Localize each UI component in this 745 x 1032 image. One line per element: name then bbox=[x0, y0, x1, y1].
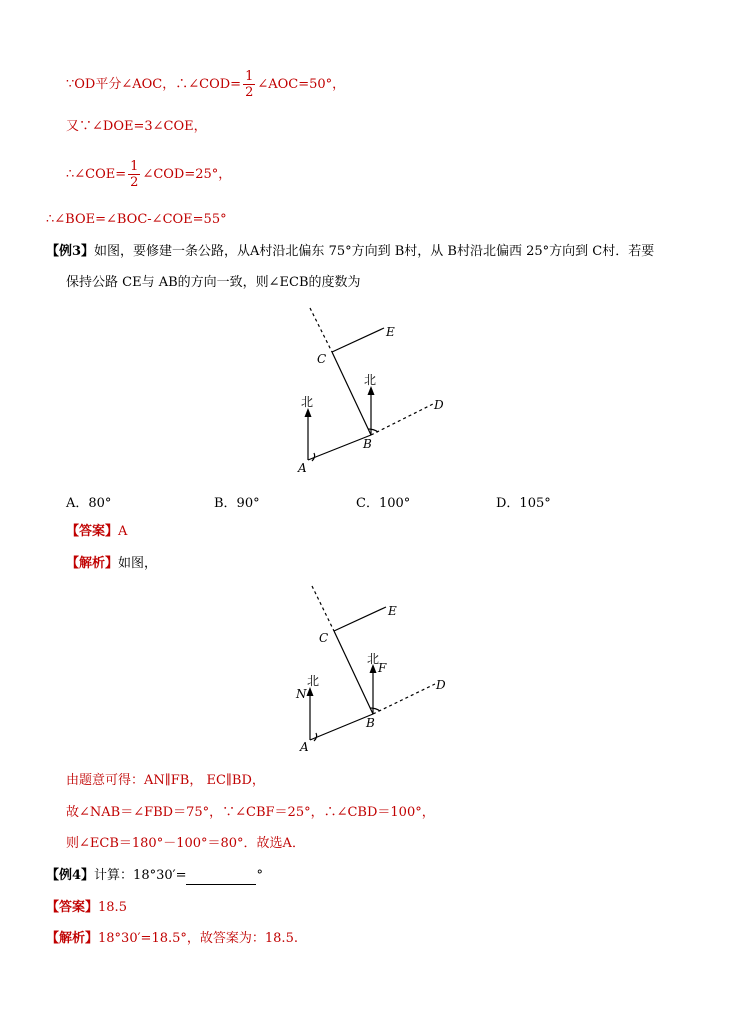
fraction-numerator: 1 bbox=[245, 69, 254, 84]
example-4-tag: 【例4】 bbox=[46, 868, 95, 883]
solution-step-1: 由题意可得：AN∥FB， EC∥BD， bbox=[66, 773, 265, 788]
example-4-question bbox=[46, 867, 263, 885]
example-3-tag: 【例3】 bbox=[46, 244, 95, 259]
arrowhead-a bbox=[307, 687, 314, 696]
derivation-line-4: ∴∠BOE=∠BOC-∠COE=55° bbox=[46, 212, 227, 227]
option-b: B．90° bbox=[214, 496, 260, 511]
answer-tag: 【答案】 bbox=[66, 524, 119, 539]
fraction-numerator: 1 bbox=[130, 159, 139, 174]
example-3-answer bbox=[66, 523, 127, 541]
dashed-line-bd bbox=[371, 404, 433, 435]
example-4-analysis bbox=[46, 930, 298, 948]
road-ab bbox=[308, 435, 371, 460]
answer-value: 18.5 bbox=[98, 900, 127, 915]
road-ce bbox=[332, 328, 384, 352]
arrowhead-a bbox=[305, 408, 312, 417]
derivation-line-3-suffix: ∠COD=25°， bbox=[142, 167, 232, 182]
analysis-text: 18°30′=18.5°，故答案为：18.5. bbox=[98, 931, 298, 946]
arrowhead-b bbox=[368, 386, 375, 395]
solution-step-3: 则∠ECB＝180°－100°＝80°．故选A． bbox=[66, 836, 305, 851]
label-f: F bbox=[378, 661, 387, 675]
angle-arc-a bbox=[314, 733, 317, 741]
answer-tag: 【答案】 bbox=[46, 900, 99, 915]
derivation-line-1 bbox=[66, 69, 345, 100]
road-cb bbox=[334, 631, 373, 714]
derivation-line-2: 又∵∠DOE=3∠COE， bbox=[66, 119, 207, 134]
example-4-text: 计算：18°30′= bbox=[94, 868, 187, 883]
road-cb bbox=[332, 352, 371, 435]
label-e: E bbox=[388, 604, 397, 618]
option-c: C．100° bbox=[356, 496, 411, 511]
derivation-line-1-prefix: ∵OD平分∠AOC，∴∠COD= bbox=[66, 77, 242, 92]
fraction-half-2 bbox=[128, 159, 140, 190]
dashed-extension-line bbox=[310, 308, 332, 352]
label-b: B bbox=[366, 716, 375, 730]
example-3-question-line-1 bbox=[46, 243, 654, 261]
label-c: C bbox=[317, 352, 327, 366]
road-ce bbox=[334, 607, 386, 631]
label-d: D bbox=[434, 398, 444, 412]
fraction-denominator: 2 bbox=[245, 85, 254, 100]
label-n: N bbox=[296, 687, 307, 701]
fraction-denominator: 2 bbox=[130, 175, 139, 190]
analysis-text: 如图， bbox=[118, 556, 158, 571]
option-d: D．105° bbox=[496, 496, 551, 511]
angle-arc-a bbox=[312, 453, 315, 461]
analysis-tag: 【解析】 bbox=[46, 931, 99, 946]
example-3-text-1: 如图，要修建一条公路，从A村沿北偏东 75°方向到 B村，从 B村沿北偏西 25°方向到 C村．若要 bbox=[94, 244, 655, 259]
label-e: E bbox=[386, 325, 395, 339]
dashed-line-bd bbox=[373, 684, 435, 714]
label-north-a: 北 bbox=[301, 395, 314, 409]
dashed-extension-line bbox=[312, 586, 334, 631]
answer-value: A bbox=[118, 524, 128, 539]
road-ab bbox=[310, 714, 373, 740]
example-3-analysis-figure bbox=[290, 580, 465, 760]
example-3-analysis bbox=[66, 555, 157, 573]
example-3-question-line-2: 保持公路 CE与 AB的方向一致，则∠ECB的度数为 bbox=[66, 275, 361, 290]
label-north-b: 北 bbox=[367, 652, 380, 666]
option-a: A．80° bbox=[66, 496, 112, 511]
example-3-figure bbox=[290, 300, 460, 480]
label-a: A bbox=[298, 461, 307, 475]
label-c: C bbox=[319, 631, 329, 645]
derivation-line-1-suffix: ∠AOC=50°， bbox=[257, 77, 346, 92]
example-4-answer bbox=[46, 899, 127, 917]
example-4-unit: ° bbox=[256, 868, 263, 883]
label-north-b: 北 bbox=[364, 373, 377, 387]
answer-blank bbox=[186, 870, 256, 885]
label-d: D bbox=[436, 678, 446, 692]
label-north-a: 北 bbox=[307, 674, 320, 688]
analysis-tag: 【解析】 bbox=[66, 556, 119, 571]
derivation-line-3-prefix: ∴∠COE= bbox=[66, 167, 127, 182]
solution-step-2: 故∠NAB＝∠FBD＝75°，∵∠CBF＝25°，∴∠CBD＝100°， bbox=[66, 805, 435, 820]
derivation-line-3 bbox=[66, 159, 231, 190]
label-b: B bbox=[363, 437, 372, 451]
fraction-half-1 bbox=[243, 69, 255, 100]
label-a: A bbox=[300, 740, 309, 754]
